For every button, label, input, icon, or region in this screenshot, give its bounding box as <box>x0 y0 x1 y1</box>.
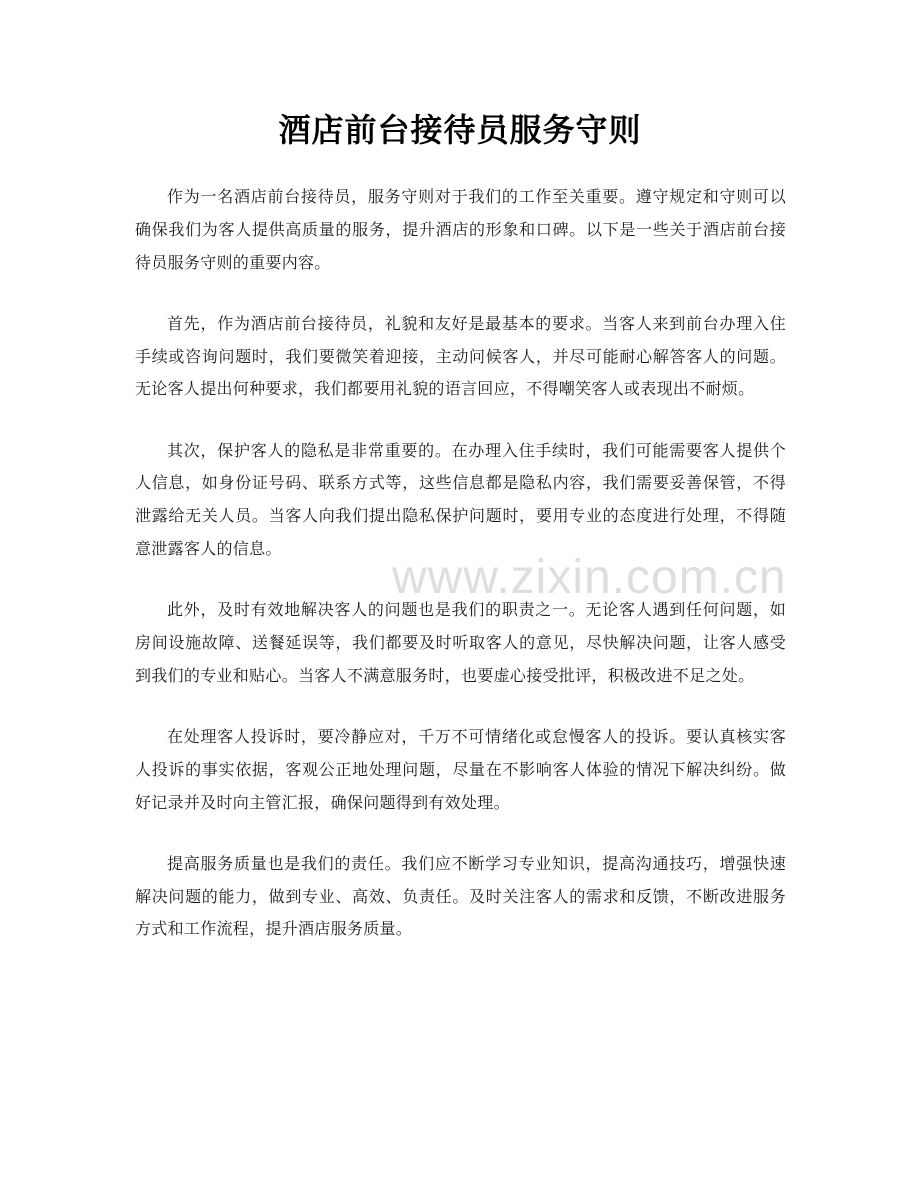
paragraph-courtesy: 首先，作为酒店前台接待员，礼貌和友好是最基本的要求。当客人来到前台办理入住手续或咨询问题时，我们要微笑着迎接，主动问候客人，并尽可能耐心解答客人的问题。无论客人提出何种要求，我们都要用礼貌的语言回应，不得嘲笑客人或表现出不耐烦。 <box>135 313 786 399</box>
paragraph-complaints: 在处理客人投诉时，要冷静应对，千万不可情绪化或怠慢客人的投诉。要认真核实客人投诉的事实依据，客观公正地处理问题，尽量在不影响客人体验的情况下解决纠纷。做好记录并及时向主管汇报，确保问题得到有效处理。 <box>135 726 786 812</box>
document-title: 酒店前台接待员服务守则 <box>278 111 642 149</box>
paragraph-privacy: 其次，保护客人的隐私是非常重要的。在办理入住手续时，我们可能需要客人提供个人信息，如身份证号码、联系方式等，这些信息都是隐私内容，我们需要妥善保管，不得泄露给无关人员。当客人向我们提出隐私保护问题时，要用专业的态度进行处理，不得随意泄露客人的信息。 <box>135 440 786 558</box>
paragraph-intro: 作为一名酒店前台接待员，服务守则对于我们的工作至关重要。遵守规定和守则可以确保我们为客人提供高质量的服务，提升酒店的形象和口碑。以下是一些关于酒店前台接待员服务守则的重要内容。 <box>135 187 786 272</box>
watermark: www.zixin.com.cn <box>392 551 787 604</box>
paragraph-service-quality: 提高服务质量也是我们的责任。我们应不断学习专业知识，提高沟通技巧，增强快速解决问题的能力，做到专业、高效、负责任。及时关注客人的需求和反馈，不断改进服务方式和工作流程，提升酒店服务质量。 <box>135 853 786 939</box>
document-body <box>135 181 786 974</box>
paragraph-problem-solving: 此外，及时有效地解决客人的问题也是我们的职责之一。无论客人遇到任何问题，如房间设施故障、送餐延误等，我们都要及时听取客人的意见，尽快解决问题，让客人感受到我们的专业和贴心。当客人不满意服务时，也要虚心接受批评，积极改进不足之处。 <box>135 600 786 685</box>
